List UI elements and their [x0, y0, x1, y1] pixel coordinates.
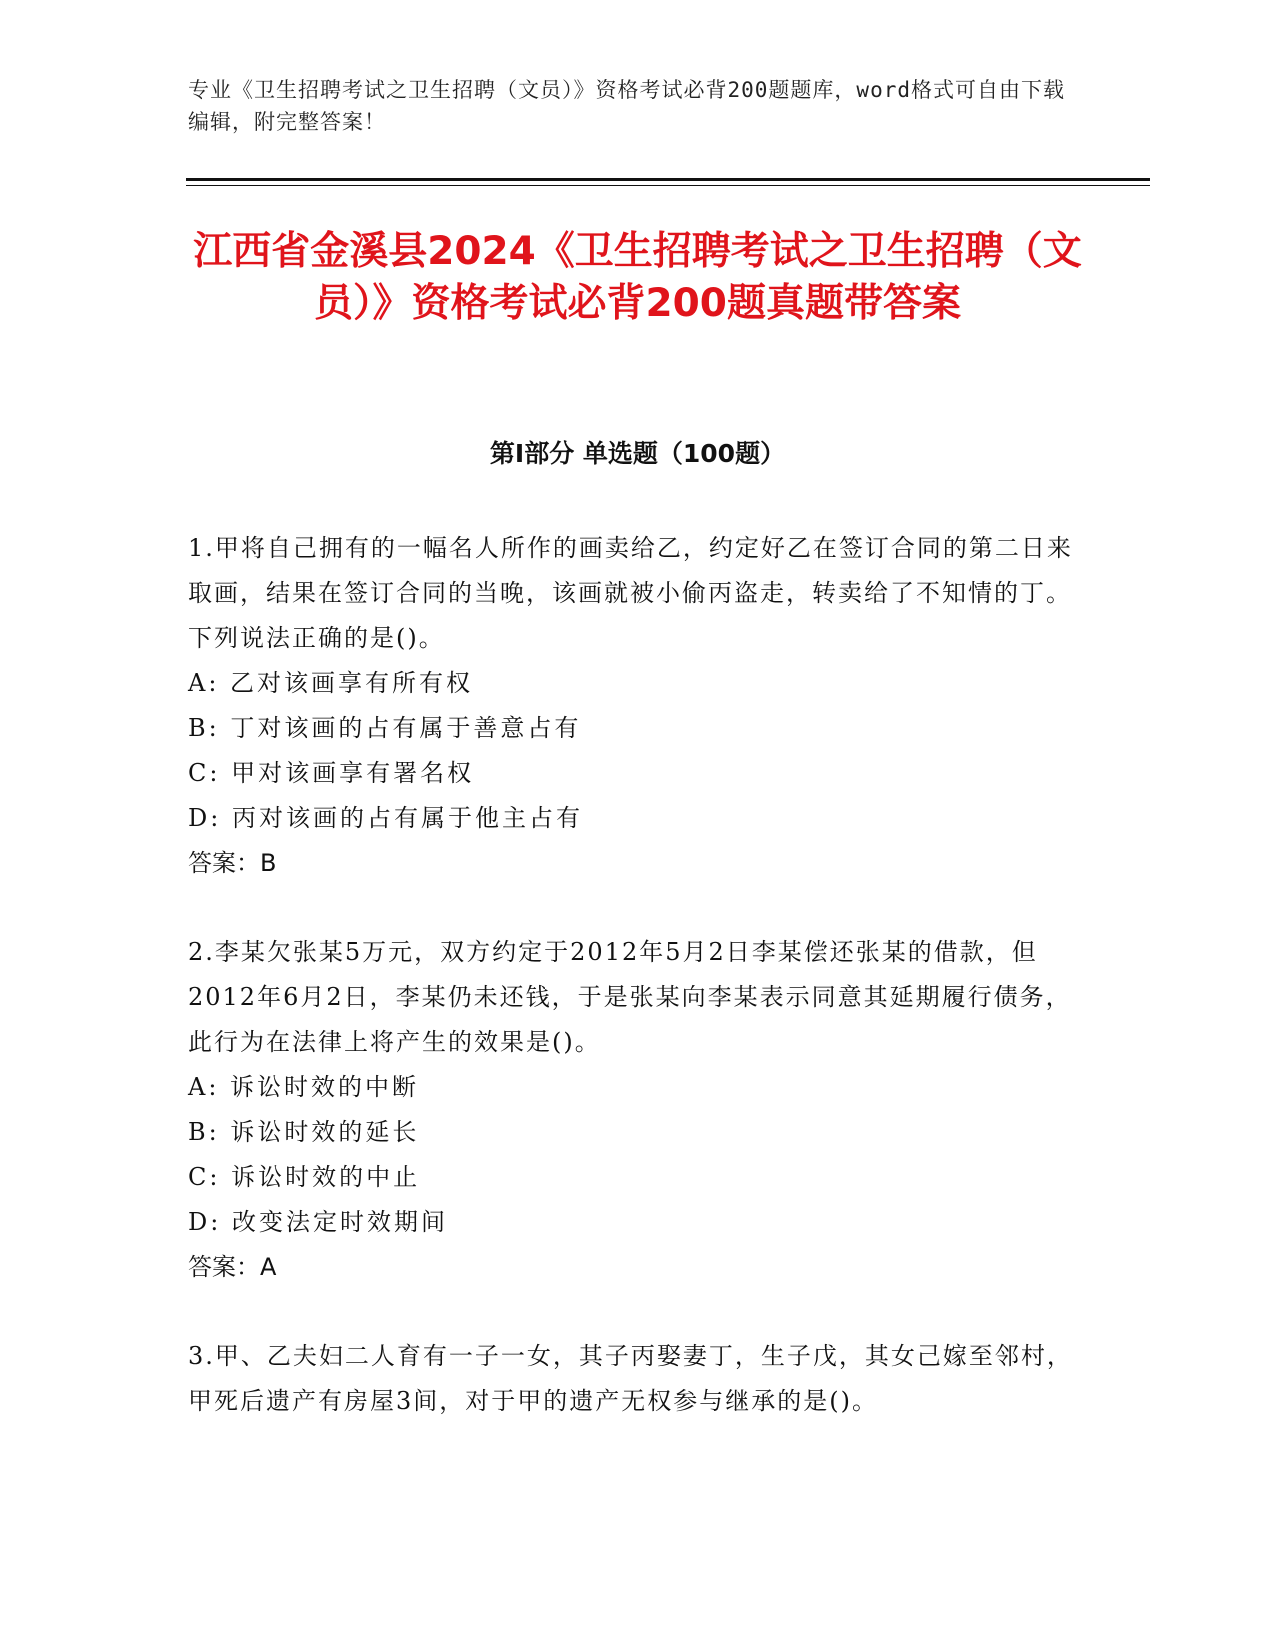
option-list	[188, 1065, 1073, 1245]
option-a: A: 诉讼时效的中断	[188, 1073, 420, 1101]
option-d: D: 改变法定时效期间	[188, 1208, 448, 1236]
option-c: C: 诉讼时效的中止	[188, 1163, 421, 1191]
header-divider-thin	[186, 185, 1150, 186]
question-answer: 答案：A	[188, 1253, 277, 1281]
option-list	[188, 661, 1073, 841]
option-a: A: 乙对该画享有所有权	[188, 669, 474, 697]
question-2	[188, 930, 1073, 1290]
option-b: B: 丁对该画的占有属于善意占有	[188, 714, 582, 742]
header-note: 专业《卫生招聘考试之卫生招聘（文员）》资格考试必背200题题库，word格式可自由下载编辑，附完整答案！	[188, 78, 1065, 134]
question-3	[188, 1334, 1073, 1424]
header-divider-thick	[186, 178, 1150, 181]
question-stem: 1.甲将自己拥有的一幅名人所作的画卖给乙，约定好乙在签订合同的第二日来取画，结果在签订合同的当晚，该画就被小偷丙盗走，转卖给了不知情的丁。下列说法正确的是()。	[188, 534, 1073, 652]
option-c: C: 甲对该画享有署名权	[188, 759, 475, 787]
option-b: B: 诉讼时效的延长	[188, 1118, 420, 1146]
question-list	[188, 526, 1073, 1468]
document-title: 江西省金溪县2024《卫生招聘考试之卫生招聘（文员）》资格考试必背200题真题带答案	[193, 229, 1082, 326]
question-stem: 2.李某欠张某5万元，双方约定于2012年5月2日李某偿还张某的借款，但2012年6月2日，李某仍未还钱，于是张某向李某表示同意其延期履行债务，此行为在法律上将产生的效果是()。	[188, 938, 1072, 1056]
question-1	[188, 526, 1073, 886]
question-answer: 答案：B	[188, 849, 277, 877]
option-d: D: 丙对该画的占有属于他主占有	[188, 804, 583, 832]
question-stem: 3.甲、乙夫妇二人育有一子一女，其子丙娶妻丁，生子戊，其女己嫁至邻村，甲死后遗产有房屋3间，对于甲的遗产无权参与继承的是()。	[188, 1342, 1073, 1415]
section-title: 第I部分 单选题（100题）	[489, 439, 786, 468]
